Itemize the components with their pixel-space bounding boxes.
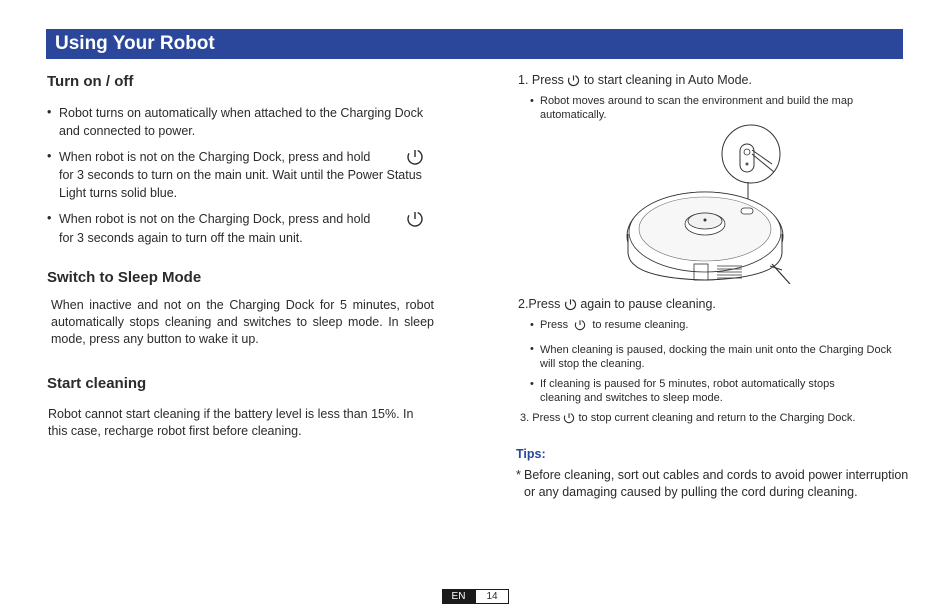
page-number: 14: [475, 589, 509, 604]
turn-on-bullet-1: Robot turns on automatically when attached to the Charging Dock and connected to power.: [59, 106, 424, 138]
page-title: Using Your Robot: [55, 33, 215, 54]
tips-label: Tips:: [516, 447, 546, 461]
step-2-sub-2: When cleaning is paused, docking the main unit onto the Charging Dock will stop the cleaning.: [540, 344, 892, 370]
start-cleaning-text: Robot cannot start cleaning if the battery level is less than 15%. In this case, recharge robot first before cleaning.: [48, 407, 414, 438]
section-header-bar: [46, 29, 903, 59]
power-icon: [563, 412, 575, 424]
bullet-dot: •: [47, 149, 52, 163]
step-1: [518, 72, 752, 89]
step-2: [518, 296, 716, 313]
power-icon: [567, 74, 580, 87]
bullet-dot: •: [530, 343, 534, 355]
bullet-dot: •: [47, 211, 52, 225]
sleep-mode-text: When inactive and not on the Charging Dock for 5 minutes, robot automatically stops cleaning and switches to sleep mode. In sleep mode, press any button to wake it up.: [51, 298, 434, 346]
tips-text: Before cleaning, sort out cables and cords to avoid power interruption or any damaging caused by pulling the cord during cleaning.: [524, 468, 909, 499]
step-3-suffix: to stop current cleaning and return to the Charging Dock.: [578, 412, 856, 424]
bullet-dot: •: [530, 378, 534, 390]
turn-off-bullet-3-rest: for 3 seconds again to turn off the main unit.: [59, 231, 303, 245]
bullet-dot: •: [530, 95, 534, 107]
bullet-dot: •: [47, 105, 52, 119]
step-2-sub-1-suffix: to resume cleaning.: [592, 319, 689, 331]
step-3: [520, 411, 855, 425]
bullet-dot: •: [530, 319, 534, 331]
heading-start-cleaning: Start cleaning: [47, 375, 147, 392]
language-badge: EN: [442, 589, 475, 604]
step-3-prefix: 3. Press: [520, 412, 561, 424]
step-1-prefix: 1. Press: [518, 73, 564, 87]
power-icon: [406, 148, 424, 166]
tips-asterisk: *: [516, 468, 521, 482]
power-icon: [406, 210, 424, 228]
step-2-prefix: 2.Press: [518, 297, 561, 311]
step-2-sub-1-prefix: Press: [540, 319, 569, 331]
robot-vacuum-illustration: [622, 124, 792, 284]
heading-sleep-mode: Switch to Sleep Mode: [47, 269, 202, 286]
step-2-sub-1: [540, 318, 688, 332]
power-icon: [564, 298, 577, 311]
turn-off-bullet-3-line1: When robot is not on the Charging Dock, press and hold: [59, 212, 371, 226]
turn-on-bullet-2-rest: for 3 seconds to turn on the main unit. Wait until the Power Status Light turns solid blue.: [59, 168, 422, 200]
power-icon: [574, 319, 586, 331]
step-2-sub-3: If cleaning is paused for 5 minutes, robot automatically stops cleaning and switches to sleep mode.: [540, 378, 835, 404]
step-2-suffix: again to pause cleaning.: [580, 297, 716, 311]
step-1-suffix: to start cleaning in Auto Mode.: [583, 73, 752, 87]
turn-on-bullet-2-line1: When robot is not on the Charging Dock, press and hold: [59, 150, 371, 164]
step-1-sub: Robot moves around to scan the environment and build the map automatically.: [540, 95, 854, 121]
heading-turn-on-off: Turn on / off: [47, 73, 134, 90]
